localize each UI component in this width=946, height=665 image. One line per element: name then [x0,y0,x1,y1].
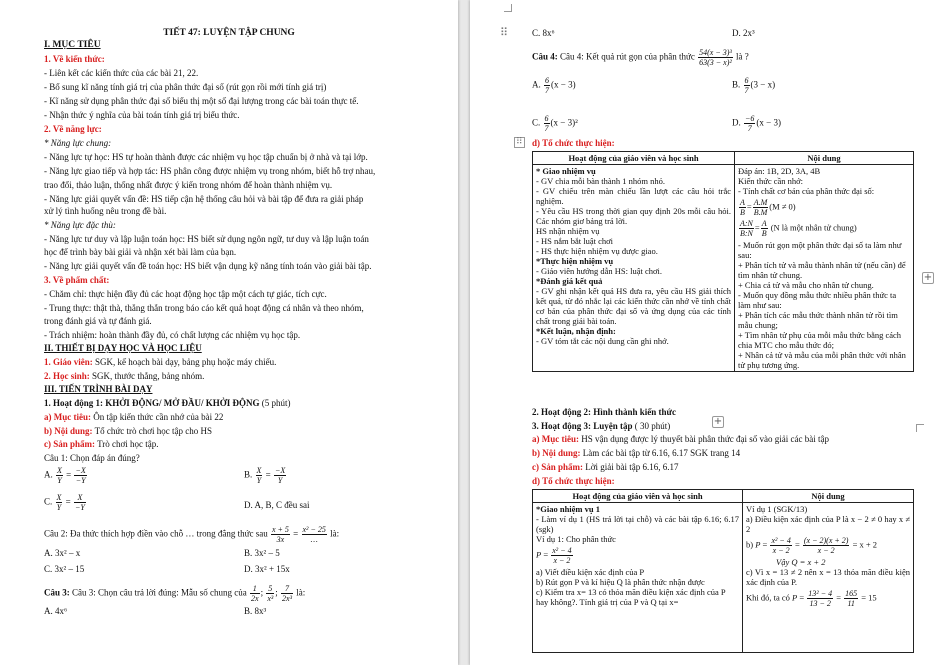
option-d: D. $\frac{-6}{7}$ (x − 3) [732,114,781,133]
text-line: * Năng lực chung: [44,138,112,148]
drag-handle-icon[interactable]: ⠿ [500,26,509,39]
text-line: - Chăm chỉ: thực hiện đầy đủ các hoạt động học tập một cách tự giác, tích cực. [44,289,327,299]
table-header: Nội dung [743,490,914,503]
question-3: Câu 3: Câu 3: Chọn câu trả lời đúng: Mẫu số chung của $\frac{1}{2x}$ ; $\frac{5}{\text{x³}}$ ; $\frac{7}{\text{2x³}}$ là: [44,584,306,603]
question-1: Câu 1: Chọn đáp án đúng? [44,453,140,463]
option-b: B. $\frac{X}{Y}$ = $\frac{-X}{Y}$ [244,466,286,485]
page-title: TIẾT 47: LUYỆN TẬP CHUNG [163,28,295,38]
text-line: a) Mục tiêu: Ôn tập kiến thức cần nhớ của bài 22 [44,412,224,422]
table-cell-activity: *Giao nhiệm vụ 1 - Làm ví dụ 1 (HS trả lời tại chỗ) và các bài tập 6.16; 6.17 (sgk) Ví dụ 1: Cho phân thức P = $\frac{\text{x² − 4}}{x - 2}$ a) Viết điều kiện xác định của P b) Rút gọn P và kí hiệu Q là phân thức nhận được c) Kiểm tra x= 13 có thỏa mãn điều kiện xác định của P hay không?. Tính giá trị của P và Q tại x= [533,503,743,653]
text-line: a) Mục tiêu: HS vận dụng được lý thuyết bài phân thức đại số vào giải các bài tập [532,434,829,444]
text-line: c) Sản phẩm: Trò chơi học tập. [44,439,159,449]
text-line: - Bổ sung kĩ năng tính giá trị của phân thức đại số (rút gọn rồi mới tính giá trị) [44,82,327,92]
option-a: A. 4x⁶ [44,606,68,616]
add-row-button[interactable]: + [713,416,723,427]
text-line: 3. Hoạt động 3: Luyện tập ( 30 phút) [532,421,671,431]
activity-table-1 [532,151,914,372]
text-line: - Kĩ năng sử dụng phân thức đại số biểu thị một số đại lượng trong các bài toán thực tế. [44,96,359,106]
table-header: Hoạt động của giáo viên và học sinh [533,490,743,503]
text-line: - Năng lực giải quyết vấn đề: HS tiếp cận hệ thống câu hỏi và bài tập để đưa ra giải pháp [44,194,364,204]
subsection-heading: 1. Về kiến thức: [44,54,105,64]
document-page-2 [470,0,946,665]
document-page-1 [0,0,458,665]
text-line: * Năng lực đặc thù: [44,220,116,230]
option-d: D. 2x³ [732,28,755,38]
text-line: 2. Học sinh: SGK, thước thẳng, bảng nhóm. [44,371,205,381]
text-line: - Năng lực tự học: HS tự hoàn thành được các nhiệm vụ học tập chuẩn bị ở nhà và tại lớp. [44,152,368,162]
table-handle-icon[interactable]: ⠿ [516,137,523,147]
option-c: C. 3x² – 15 [44,564,85,574]
text-line: 1. Hoạt động 1: KHỞI ĐỘNG/ MỞ ĐẦU/ KHỞI ĐỘNG (5 phút) [44,398,291,408]
subsection-heading: 2. Về năng lực: [44,124,102,134]
text-line: 2. Hoạt động 2: Hình thành kiến thức [532,407,676,417]
option-a: A. $\frac{6}{7}$ (x − 3) [532,76,576,95]
text-line: b) Nội dung: Làm các bài tập từ 6.16, 6.17 SGK trang 14 [532,448,741,458]
section-heading: I. MỤC TIÊU [44,40,101,50]
text-line: - Liên kết các kiến thức của các bài 21, 22. [44,68,199,78]
text-line: c) Sản phẩm: Lời giải bài tập 6.16, 6.17 [532,462,679,472]
text-line: b) Nội dung: Tổ chức trò chơi học tập cho HS [44,426,212,436]
option-d: D. 3x² + 15x [244,564,290,574]
question-4: Câu 4: Câu 4: Kết quả rút gọn của phân thức $\frac{\text{54(x − 3)³}}{\text{63(3 − x)²}}$ là ? [532,48,749,67]
option-d: D. A, B, C đều sai [244,500,310,510]
option-b: B. 3x² – 5 [244,548,280,558]
subsection-heading: 3. Về phẩm chất: [44,275,110,285]
text-line: trao đổi, thảo luận, thống nhất được ý kiến trong nhóm để hoàn thành nhiệm vụ. [44,180,333,190]
subsection-heading: d) Tổ chức thực hiện: [532,476,615,486]
text-line: - Trách nhiệm: hoàn thành đầy đủ, có chất lượng các nhiệm vụ học tập. [44,330,301,340]
table-header: Hoạt động của giáo viên và học sinh [533,152,735,165]
page-margin-corner [916,424,924,432]
text-line: xử lý tình huống nêu trong đề bài. [44,206,167,216]
text-line: - Năng lực tư duy và lập luận toán học: HS biết sử dụng ngôn ngữ, tư duy và lập luận toán [44,234,369,244]
option-a: A. $\frac{X}{Y}$ = $\frac{-X}{-Y}$ [44,466,86,485]
page-margin-corner [504,4,512,12]
text-line: trong đánh giá và tự đánh giá. [44,316,152,326]
text-line: - Nhận thức ý nghĩa của bài toán tính giá trị biểu thức. [44,110,240,120]
option-b: B. $\frac{6}{7}$ (3 − x) [732,76,776,95]
option-b: B. 8x³ [244,606,267,616]
text-line: - Trung thực: thật thà, thẳng thắn trong báo cáo kết quả hoạt động cá nhân và theo nhóm, [44,303,364,313]
section-heading: II. THIẾT BỊ DẠY HỌC VÀ HỌC LIỆU [44,343,202,353]
option-c: C. 8x⁶ [532,28,555,38]
option-c: C. $\frac{X}{Y}$ = $\frac{X}{-Y}$ [44,493,85,512]
text-line: học để trình bày bài giải và nhận xét bài làm của bạn. [44,247,237,257]
table-header: Nội dung [735,152,914,165]
text-line: - Năng lực giao tiếp và hợp tác: HS phân công được nhiệm vụ trong nhóm, biết hỗ trợ nhau, [44,166,376,176]
text-line: 1. Giáo viên: SGK, kế hoạch bài dạy, bảng phụ hoặc máy chiếu. [44,357,277,367]
activity-table-2 [532,489,914,653]
option-a: A. 3x² – x [44,548,81,558]
option-c: C. $\frac{6}{7}$ (x − 3)² [532,114,578,133]
add-column-button[interactable]: + [923,272,933,283]
subsection-heading: d) Tổ chức thực hiện: [532,138,615,148]
section-heading: III. TIẾN TRÌNH BÀI DẠY [44,384,153,394]
table-cell-activity: * Giao nhiệm vụ - GV chia mỗi bàn thành 1 nhóm nhỏ. - GV chiếu trên màn chiếu lần lượt các câu hỏi trắc nghiệm. - Yêu cầu HS trong thời gian quy định 20s mỗi câu hỏi. Các nhóm giơ bảng trả lời. HS nhận nhiệm vụ - HS nắm bắt luật chơi - HS thực hiện nhiệm vụ được giao. *Thực hiện nhiệm vụ - Giáo viên hướng dẫn HS: luật chơi. *Đánh giá kết quả - GV ghi nhận kết quả HS đưa ra, yêu cầu HS giải thích kết quả, từ đó nhắc lại các kiến thức cần nhớ về tính chất cơ bản của phân thức đại số và ứng dụng của các tính chất trong giải bài toán. *Kết luận, nhận định: - GV tóm tắt các nội dung cần ghi nhớ. [533,165,735,372]
question-2: Câu 2: Đa thức thích hợp điền vào chỗ … trong đẳng thức sau $\frac{x + 5}{3x}$ = $\frac{\text{x² − 25}}{\dots}$ là: [44,525,340,544]
table-cell-content: Ví dụ 1 (SGK/13) a) Điều kiện xác định của P là x − 2 ≠ 0 hay x ≠ 2 b) P = $\frac{\text{x² − 4}}{x - 2}$ = $\frac{(x - 2)(x + 2)}{x - 2}$ = x + 2 Vậy Q = x + 2 c) Vì x = 13 ≠ 2 nên x = 13 thỏa mãn điều kiện xác định của P. Khi đó, ta có P = $\frac{\text{13² − 4}}{13 - 2}$ = $\frac{165}{11}$ = 15 [743,503,914,653]
text-line: - Năng lực giải quyết vấn đề toán học: HS biết vận dụng kỹ năng tính toán vào giải bài tập. [44,261,372,271]
table-cell-content: Đáp án: 1B, 2D, 3A, 4B Kiến thức cần nhớ: - Tính chất cơ bản của phân thức đại số: $\frac{A}{B}$ = $\frac{A.M}{B.M}$ (M ≠ 0) $\frac{A:N}{B:N}$ = $\frac{A}{B}$ (N là một nhân tử chung) - Muốn rút gọn một phân thức đại số ta làm như sau: + Phân tích tử và mẫu thành nhân tử (nếu cần) để tìm nhân tử chung. + Chia cả tử và mẫu cho nhân tử chung. - Muốn quy đồng mẫu thức nhiều phân thức ta làm như sau: + Phân tích các mẫu thức thành nhân tử rồi tìm mẫu chung; + Tìm nhân tử phụ của mỗi mẫu thức bằng cách chia MTC cho mẫu thức đó; + Nhân cả tử và mẫu của mỗi phân thức với nhân tử phụ tương ứng. [735,165,914,372]
